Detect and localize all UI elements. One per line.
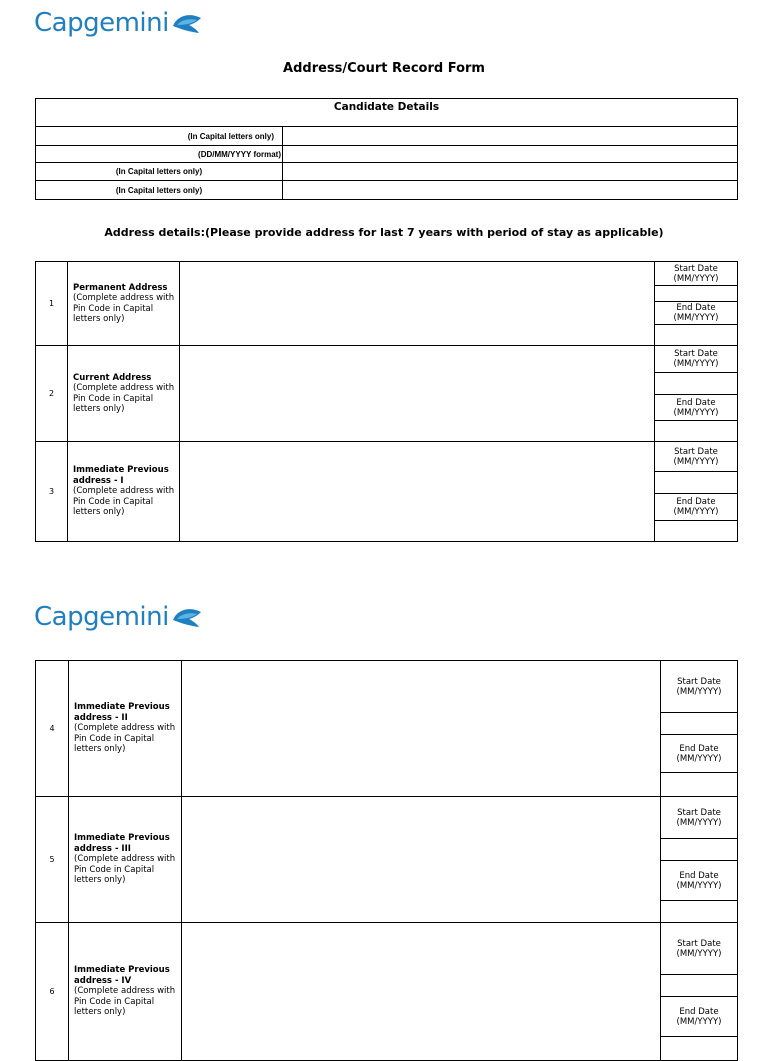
- address-input[interactable]: [182, 661, 661, 797]
- start-date-input[interactable]: [661, 713, 738, 735]
- start-date-label: Start Date (MM/YYYY): [655, 346, 738, 373]
- start-date-label: Start Date (MM/YYYY): [661, 661, 738, 713]
- logo-wordmark: Capgemini: [34, 8, 169, 38]
- end-date-label: End Date (MM/YYYY): [655, 395, 738, 421]
- address-description: [68, 346, 180, 442]
- address-note: (Complete address with Pin Code in Capital letters only): [73, 293, 175, 324]
- address-note: (Complete address with Pin Code in Capital letters only): [74, 723, 176, 755]
- start-date-label: Start Date (MM/YYYY): [661, 923, 738, 975]
- end-date-label: End Date (MM/YYYY): [655, 494, 738, 521]
- address-input[interactable]: [180, 442, 655, 542]
- start-date-label: Start Date (MM/YYYY): [655, 442, 738, 472]
- start-date-input[interactable]: [655, 373, 738, 395]
- end-date-label: End Date (MM/YYYY): [655, 302, 738, 325]
- end-date-input[interactable]: [655, 325, 738, 346]
- address-number: 5: [36, 797, 69, 923]
- end-date-label: End Date (MM/YYYY): [661, 861, 738, 901]
- address-title: Immediate Previous address - III: [74, 833, 170, 854]
- capgemini-logo: [34, 8, 203, 38]
- spade-logo-icon: [171, 606, 203, 628]
- address-note: (Complete address with Pin Code in Capital letters only): [74, 854, 176, 886]
- start-date-input[interactable]: [655, 286, 738, 302]
- end-date-label: End Date (MM/YYYY): [661, 735, 738, 773]
- start-date-label: Start Date (MM/YYYY): [655, 262, 738, 286]
- address-number: 1: [36, 262, 68, 346]
- candidate-row-label: (In Capital letters only): [36, 163, 283, 181]
- candidate-details-header: Candidate Details: [36, 99, 738, 127]
- capgemini-logo: [34, 602, 203, 632]
- address-table-1: [35, 261, 738, 542]
- address-number: 2: [36, 346, 68, 442]
- candidate-row-field[interactable]: [283, 181, 738, 200]
- candidate-row-field[interactable]: [283, 127, 738, 146]
- address-description: [69, 797, 182, 923]
- end-date-input[interactable]: [661, 901, 738, 923]
- end-date-input[interactable]: [655, 421, 738, 442]
- address-title: Immediate Previous address - I: [73, 465, 169, 486]
- start-date-input[interactable]: [661, 839, 738, 861]
- address-table-2: [35, 660, 738, 1061]
- address-number: 6: [36, 923, 69, 1061]
- start-date-input[interactable]: [661, 975, 738, 997]
- address-input[interactable]: [182, 797, 661, 923]
- end-date-input[interactable]: [655, 521, 738, 542]
- form-title: Address/Court Record Form: [283, 61, 485, 76]
- start-date-input[interactable]: [655, 472, 738, 494]
- address-description: [68, 442, 180, 542]
- candidate-row-label: (DD/MM/YYYY format): [36, 146, 283, 163]
- address-title: Current Address: [73, 372, 152, 383]
- candidate-row-field[interactable]: [283, 146, 738, 163]
- address-number: 4: [36, 661, 69, 797]
- address-description: [69, 923, 182, 1061]
- address-description: [68, 262, 180, 346]
- candidate-row-label: (In Capital letters only): [36, 127, 283, 146]
- address-note: (Complete address with Pin Code in Capital letters only): [73, 486, 175, 518]
- address-input[interactable]: [180, 346, 655, 442]
- address-title: Immediate Previous address - IV: [74, 965, 170, 986]
- start-date-label: Start Date (MM/YYYY): [661, 797, 738, 839]
- spade-logo-icon: [171, 12, 203, 34]
- candidate-details-table: [35, 98, 738, 200]
- candidate-row-field[interactable]: [283, 163, 738, 181]
- address-details-heading: Address details:(Please provide address for last 7 years with period of stay as applicable): [104, 226, 664, 239]
- address-title: Immediate Previous address - II: [74, 702, 170, 723]
- address-input[interactable]: [180, 262, 655, 346]
- address-note: (Complete address with Pin Code in Capital letters only): [74, 986, 176, 1018]
- logo-wordmark: Capgemini: [34, 602, 169, 632]
- end-date-label: End Date (MM/YYYY): [661, 997, 738, 1037]
- address-title: Permanent Address: [73, 282, 168, 293]
- address-description: [69, 661, 182, 797]
- address-input[interactable]: [182, 923, 661, 1061]
- address-number: 3: [36, 442, 68, 542]
- candidate-row-label: (In Capital letters only): [36, 181, 283, 200]
- address-note: (Complete address with Pin Code in Capital letters only): [73, 383, 175, 414]
- end-date-input[interactable]: [661, 1037, 738, 1061]
- end-date-input[interactable]: [661, 773, 738, 797]
